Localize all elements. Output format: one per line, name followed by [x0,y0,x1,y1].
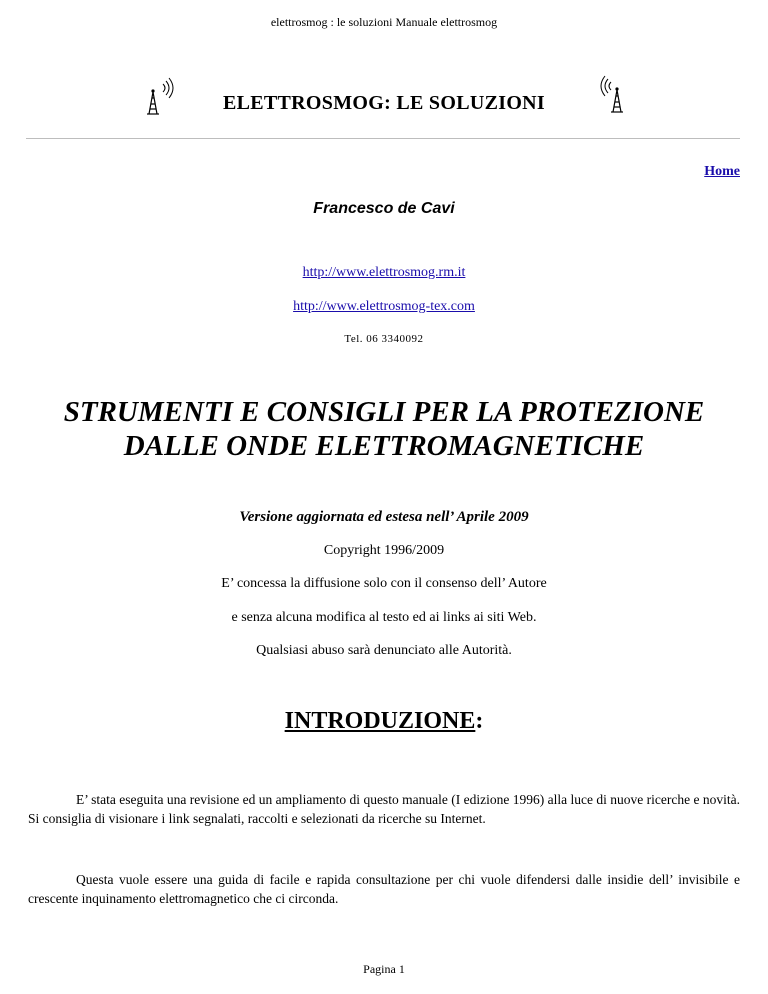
horizontal-rule [26,138,740,139]
intro-heading-colon: : [475,708,484,734]
intro-paragraph-1: E’ stata eseguita una revisione ed un ampliamento di questo manuale (I edizione 1996) alla luce di nuove ricerche e novità. Si consiglia di visionare i link segnalati, raccolti e selezionati da ricerche su Internet. [28,792,740,826]
page-number: Pagina 1 [363,962,405,976]
version-note: Versione aggiornata ed estesa nell’ Aprile 2009 [239,509,529,525]
website-link-1[interactable]: http://www.elettrosmog.rm.it [302,265,466,280]
website-link-row-2 [0,299,768,315]
antenna-icon [587,72,627,116]
main-title-line-2: DALLE ONDE ELETTROMAGNETICHE [123,430,645,462]
intro-heading [0,708,768,735]
main-title-line-1: STRUMENTI E CONSIGLI PER LA PROTEZIONE [63,396,705,428]
author-name: Francesco de Cavi [313,200,455,217]
page-header-text: elettrosmog : le soluzioni Manuale elettrosmog [270,15,498,29]
home-link[interactable]: Home [704,164,740,179]
copyright-line: Copyright 1996/2009 [323,543,445,558]
copyright-modification-line: e senza alcuna modifica al testo ed ai links ai siti Web. [231,610,537,625]
website-link-row-1 [0,265,768,281]
copyright-consent-line: E’ concessa la diffusione solo con il consenso dell’ Autore [221,576,547,591]
website-link-2[interactable]: http://www.elettrosmog-tex.com [293,299,475,314]
intro-heading-text: INTRODUZIONE [284,708,476,734]
copyright-abuse-line: Qualsiasi abuso sarà denunciato alle Autorità. [256,643,512,658]
intro-paragraph-2: Questa vuole essere una guida di facile e rapida consultazione per chi vuole difendersi dalle insidie dell’ invisibile e crescente inquinamento elettromagnetico che ci circonda. [28,872,740,906]
telephone-number: Tel. 06 3340092 [344,333,424,345]
main-title [0,395,768,463]
site-title: ELETTROSMOG: LE SOLUZIONI [222,92,546,114]
